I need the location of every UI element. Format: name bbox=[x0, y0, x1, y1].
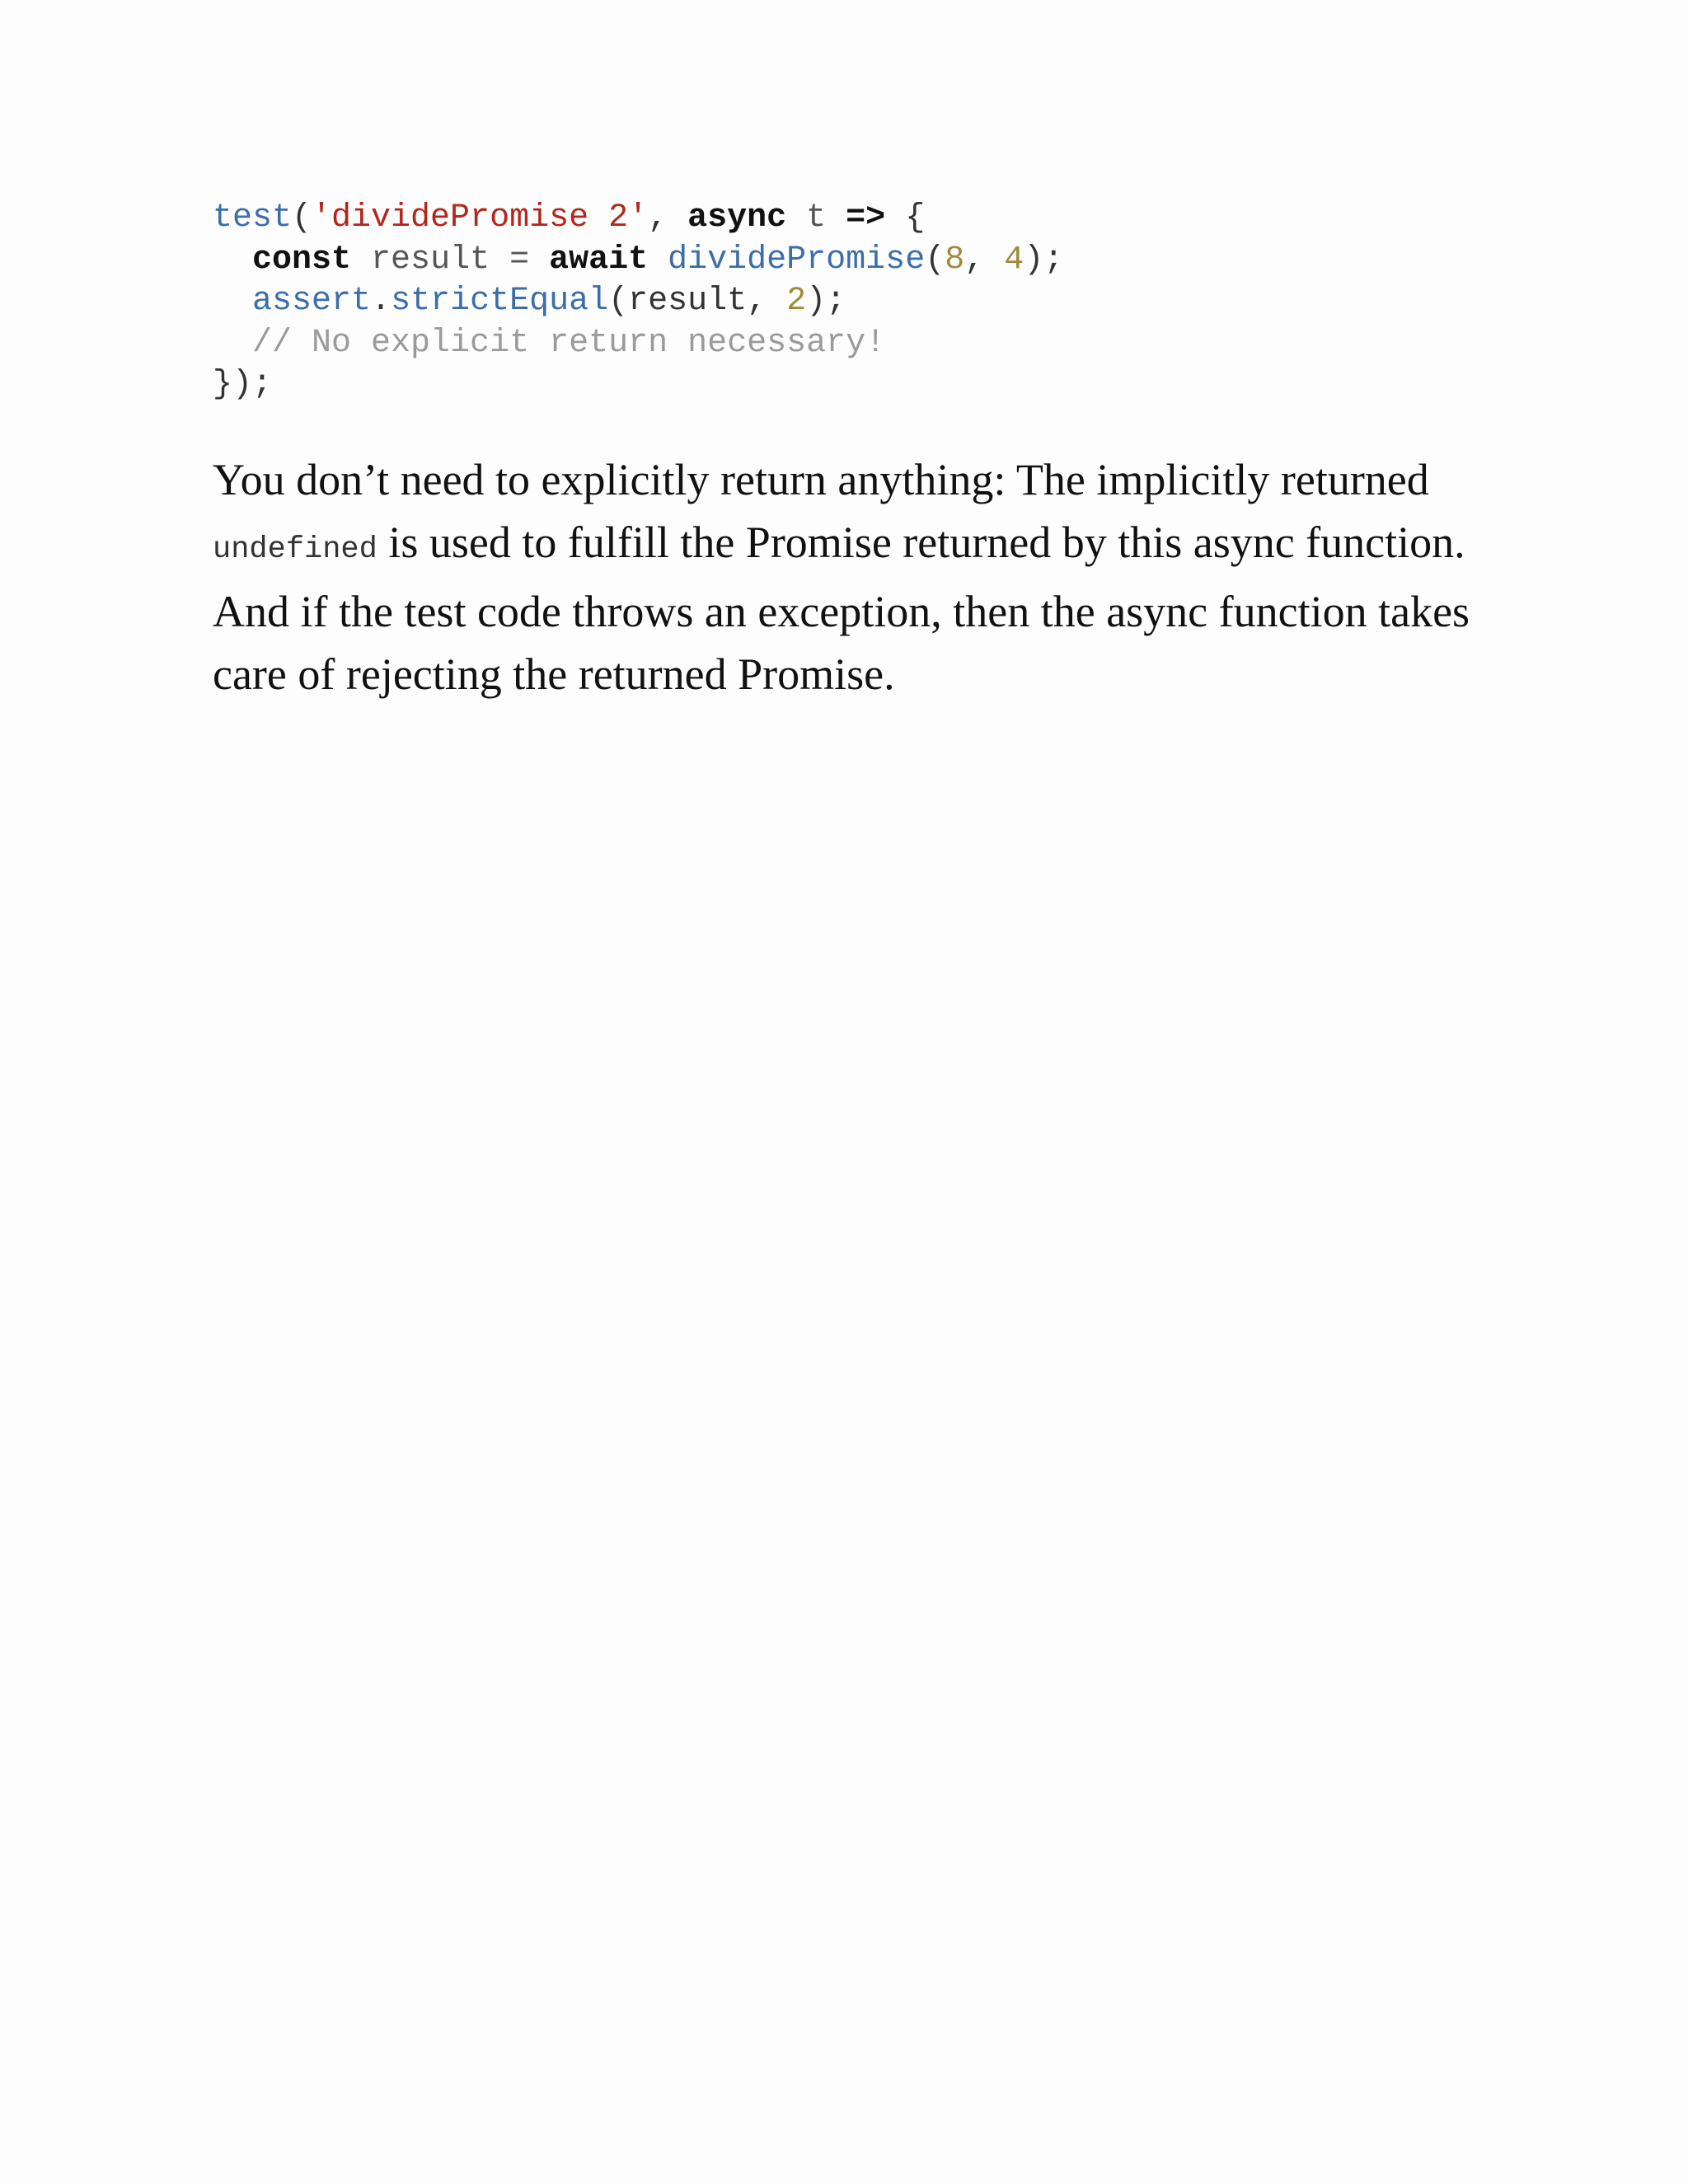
code-line-3 bbox=[213, 281, 1063, 323]
code-token: { bbox=[885, 199, 926, 237]
code-block bbox=[213, 198, 1063, 406]
code-line-4 bbox=[213, 323, 1063, 365]
code-indent bbox=[213, 283, 252, 320]
code-token: ( bbox=[292, 199, 312, 237]
code-indent bbox=[213, 325, 252, 362]
code-token: . bbox=[371, 283, 392, 320]
code-indent bbox=[213, 241, 252, 279]
code-comment: // No explicit return necessary! bbox=[252, 324, 886, 362]
code-keyword: => bbox=[846, 199, 886, 237]
code-token: ( bbox=[925, 241, 945, 279]
code-token: assert bbox=[252, 283, 372, 320]
inline-code: undefined bbox=[213, 532, 377, 567]
code-token: , bbox=[964, 241, 1005, 279]
code-number: 4 bbox=[1004, 241, 1025, 279]
code-line-5 bbox=[213, 364, 1063, 406]
code-token: ); bbox=[1024, 241, 1064, 279]
code-token: , bbox=[648, 199, 688, 237]
code-token: }); bbox=[213, 366, 273, 403]
code-token: ); bbox=[806, 283, 846, 320]
paragraph-text: is used to fulfill the Promise returned by this async function. And if the test code throws an exception, then the async function takes care of rejecting the returned Promise. bbox=[213, 517, 1470, 699]
code-string: 'dividePromise 2' bbox=[312, 199, 649, 237]
code-token: test bbox=[213, 199, 293, 237]
code-token bbox=[648, 241, 668, 279]
code-token: dividePromise bbox=[668, 241, 926, 279]
code-token: strictEqual bbox=[391, 283, 609, 320]
code-token: result = bbox=[351, 241, 550, 279]
body-paragraph bbox=[213, 449, 1482, 705]
code-keyword: async bbox=[687, 199, 787, 237]
code-number: 2 bbox=[786, 283, 807, 320]
code-line-1 bbox=[213, 198, 1063, 240]
code-number: 8 bbox=[945, 241, 965, 279]
code-keyword: const bbox=[252, 241, 352, 279]
paragraph-text: You don’t need to explicitly return anything: The implicitly returned bbox=[213, 455, 1429, 504]
code-token: (result, bbox=[608, 283, 787, 320]
code-keyword: await bbox=[549, 241, 649, 279]
code-line-2 bbox=[213, 240, 1063, 282]
code-token: t bbox=[786, 199, 846, 237]
